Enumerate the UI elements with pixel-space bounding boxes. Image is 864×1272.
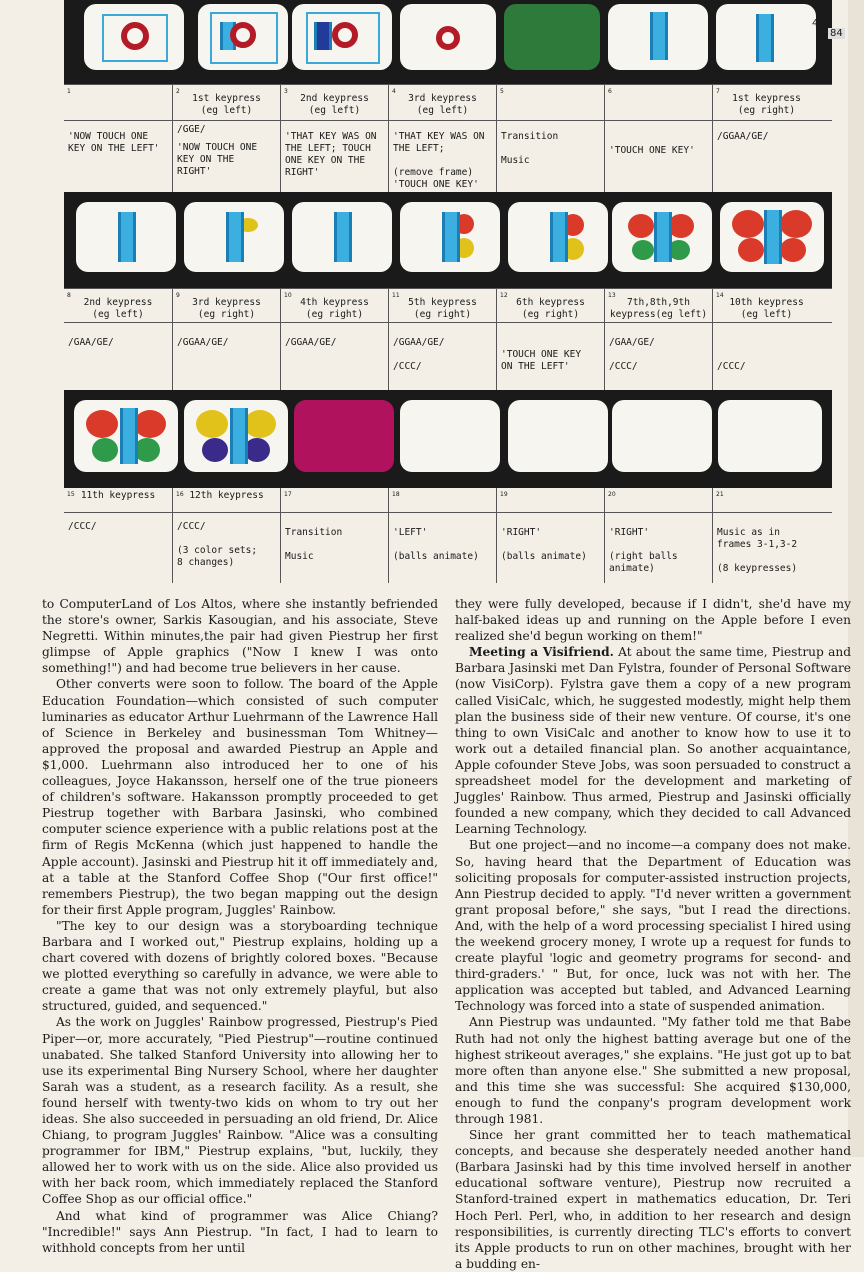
cell-header: 13 7th,8th,9th keypress(eg left) <box>604 289 712 323</box>
cell-header: 6 <box>604 85 712 121</box>
cell-text: /GGAA/GE/ <box>172 323 280 391</box>
cell-text: 'LEFT' (balls animate) <box>388 513 496 583</box>
cell-text: /CCC/ <box>712 323 820 391</box>
cell-text: /GGAA/GE/ /CCC/ <box>388 323 496 391</box>
cell-text: 'TOUCH ONE KEY' <box>604 121 712 193</box>
frame-16 <box>184 400 288 472</box>
cell-text: /CCC/ (3 color sets; 8 changes) <box>172 513 280 583</box>
frame-19 <box>508 400 608 472</box>
ball-icon <box>230 22 256 48</box>
frame-20 <box>612 400 712 472</box>
paragraph: Other converts were soon to follow. The board of the Apple Education Foundation—which consisted of such computer luminaries as educator Arthur Luehrmann of the Lawrence Hall of Science in Berkeley and businessman Tom Whitney—approved the proposal and awarded Piestrup an Apple and $1,000. Luehrmann also introduced her to one of his colleagues, Joyce Hakansson, herself one of the true pioneers of children's software. Hakansson promptly proceeded to get Piestrup together with Barbara Jasinski, who combined computer science experience with a public relations post at the firm of Regis McKenna (which just happened to handle the Apple account). Jasinski and Piestrup hit it off immediately and, at a table at the Stanford Coffee Shop ("Our first office!" remembers Piestrup), the two began mapping out the design for their first Apple program, Juggles' Rainbow. <box>42 677 438 917</box>
article-column-2 <box>455 596 851 1272</box>
cell-header: 17 <box>280 488 388 512</box>
paragraph: Since her grant committed her to teach mathematical concepts, and because she desperately needed another hand (Barbara Jasinski had by this time involved herself in another educational software venture), Piestrup now recruited a Stanford-trained expert in mathematics education, Dr. Teri Hoch Perl. Perl, who, in addition to her research and design responsibilities, is currently directing TLC's efforts to convert its Apple products to run on other machines, brought with her a budding en- <box>455 1128 851 1271</box>
page-number-side: 84 <box>830 28 843 39</box>
paragraph: they were fully developed, because if I didn't, she'd have my half-baked ideas up and running on the Apple before I even realized she'd begun working on them!" <box>455 597 851 644</box>
frame-7 <box>716 4 819 70</box>
cell-text: 'THAT KEY WAS ON THE LEFT; TOUCH ONE KEY ON THE RIGHT' <box>280 121 388 193</box>
frame-5 <box>504 4 600 70</box>
cell-header: 10 4th keypress (eg right) <box>280 289 388 323</box>
page-number: 4 <box>812 18 819 29</box>
paragraph: As the work on Juggles' Rainbow progressed, Piestrup's Pied Piper—or, more accurately, "Pied Piestrup"—routine continued unabated. She talked Stanford University into allowing her to use its experimental Bing Nursery School, where her daughter Sarah was a student, as a research facility. As a result, she found herself with twenty-two kids on whom to try out her ideas. She also succeeded in persuading an old friend, Dr. Alice Chiang, to program Juggles' Rainbow. "Alice was a consulting programmer for IBM," Piestrup explains, "but, luckily, they allowed her to work with us on the side. Alice also provided us with her back room, which immediately replaced the Stanford Coffee Shop as our official office." <box>42 1015 438 1207</box>
storyboard-band-2 <box>64 192 832 288</box>
cell-text: 'RIGHT' (balls animate) <box>496 513 604 583</box>
cell-header: 15 11th keypress <box>67 490 156 501</box>
cell-text: 'RIGHT' (right balls animate) <box>604 513 712 583</box>
cell-header: 12 6th keypress (eg right) <box>496 289 604 323</box>
ball-icon <box>436 26 460 50</box>
ball-icon <box>332 22 358 48</box>
cell-header: 16 12th keypress <box>172 488 280 512</box>
paragraph: "The key to our design was a storyboarding technique Barbara and I worked out," Piestrup explains, holding up a chart covered with dozens of brightly colored boxes. "Because we plotted everything so carefully in advance, we were able to create a game that was not only extremely playful, but also structured, guided, and sequenced." <box>42 918 438 1014</box>
paragraph: And what kind of programmer was Alice Chiang? "Incredible!" says Ann Piestrup. "In fact, I had to learn to withhold concepts from her until <box>42 1208 438 1255</box>
cell-header: 1 <box>67 88 71 95</box>
frame-17 <box>294 400 394 472</box>
cell-text: /CCC/ <box>68 521 97 532</box>
frame-18 <box>400 400 500 472</box>
cell-text: /GAA/GE/ <box>68 337 114 348</box>
frame-2 <box>198 4 288 70</box>
cell-header: 20 <box>604 488 712 512</box>
cell-text: /GGAA/GE/ <box>280 323 388 391</box>
cell-text: Transition Music <box>496 121 604 193</box>
cell-header: 3 2nd keypress (eg left) <box>280 85 388 121</box>
storyboard-band-3 <box>64 390 832 488</box>
cell-header: 9 3rd keypress (eg right) <box>172 289 280 323</box>
cell-text: Transition Music <box>280 513 388 583</box>
cell-text: /GGE/ 'NOW TOUCH ONE KEY ON THE RIGHT' <box>172 121 280 193</box>
cell-header: 8 2nd keypress (eg left) <box>67 292 153 320</box>
cell-header: 4 3rd keypress (eg left) <box>388 85 496 121</box>
cell-header: 14 10th keypress (eg left) <box>712 289 820 323</box>
cell-header: 2 1st keypress (eg left) <box>172 85 280 121</box>
cell-text: 'TOUCH ONE KEY ON THE LEFT' <box>496 323 604 391</box>
cell-header: 18 <box>388 488 496 512</box>
cell-text: Music as in frames 3-1,3-2 (8 keypresses) <box>712 513 820 583</box>
cell-header: 21 <box>712 488 820 512</box>
paragraph: Meeting a Visifriend. At about the same time, Piestrup and Barbara Jasinski met Dan Fylstra, founder of Personal Software (now VisiCorp). Fylstra gave them a copy of a new program called VisiCalc, which, he suggested modestly, might help them plan the business side of their new venture. Of course, it's one thing to own VisiCalc and another to know how to use it to work out a detailed financial plan. So another acquaintance, Apple cofounder Steve Jobs, was soon persuaded to construct a spreadsheet model for the development and marketing of Juggles' Rainbow. Thus armed, Piestrup and Jasinski officially founded a new company, which they decided to call Advanced Learning Technology. <box>455 645 851 837</box>
frame-13 <box>612 202 712 272</box>
frame-21 <box>718 400 822 472</box>
paragraph: to ComputerLand of Los Altos, where she instantly befriended the store's owner, Sarkis Kasougian, and his associate, Steve Negretti. Within minutes,the pair had given Piestrup her first glimpse of Apple graphics ("Now I knew I was onto something!") and had become true believers in her cause. <box>42 597 438 676</box>
frame-3 <box>292 4 392 70</box>
cell-header: 7 1st keypress (eg right) <box>712 85 820 121</box>
cell-header: 5 <box>496 85 604 121</box>
frame-1 <box>84 4 184 70</box>
frame-14 <box>720 202 824 272</box>
paragraph: Ann Piestrup was undaunted. "My father told me that Babe Ruth had not only the highest batting average but one of the highest strikeout averages," she explains. "He just got up to bat more often than anyone else." She submitted a new proposal, and this time she was successful: She acquired $130,000, enough to fund the conpany's program development work through 1981. <box>455 1015 851 1126</box>
section-heading: Meeting a Visifriend. <box>469 645 614 660</box>
cell-text: /GAA/GE/ /CCC/ <box>604 323 712 391</box>
cell-text: 'THAT KEY WAS ON THE LEFT; (remove frame) 'TOUCH ONE KEY' <box>388 121 496 193</box>
frame-6 <box>608 4 708 70</box>
cell-header: 19 <box>496 488 604 512</box>
frame-4 <box>400 4 496 70</box>
frame-8 <box>76 202 176 272</box>
cell-text: /GGAA/GE/ <box>712 121 820 193</box>
frame-11 <box>400 202 500 272</box>
cell-text: 'NOW TOUCH ONE KEY ON THE LEFT' <box>68 131 160 154</box>
frame-10 <box>292 202 392 272</box>
cell-header: 11 5th keypress (eg right) <box>388 289 496 323</box>
frame-9 <box>184 202 284 272</box>
ball-icon <box>121 22 149 50</box>
storyboard-band-1 <box>64 0 832 84</box>
paragraph: But one project—and no income—a company does not make. So, having heard that the Department of Education was soliciting proposals for computer-assisted instruction projects, Ann Piestrup decided to apply. "I'd never written a government grant proposal before," she says, "but I read the directions. And, with the help of a word processing specialist I hired using the weekend grocery money, I wrote up a request for funds to create playful 'logic and geometry programs for second- and third-graders.' " But, for once, luck was not with her. The application was accepted but tabled, and Advanced Learning Technology was forced into a state of suspended animation. <box>455 838 851 1014</box>
frame-12 <box>508 202 608 272</box>
frame-15 <box>74 400 178 472</box>
